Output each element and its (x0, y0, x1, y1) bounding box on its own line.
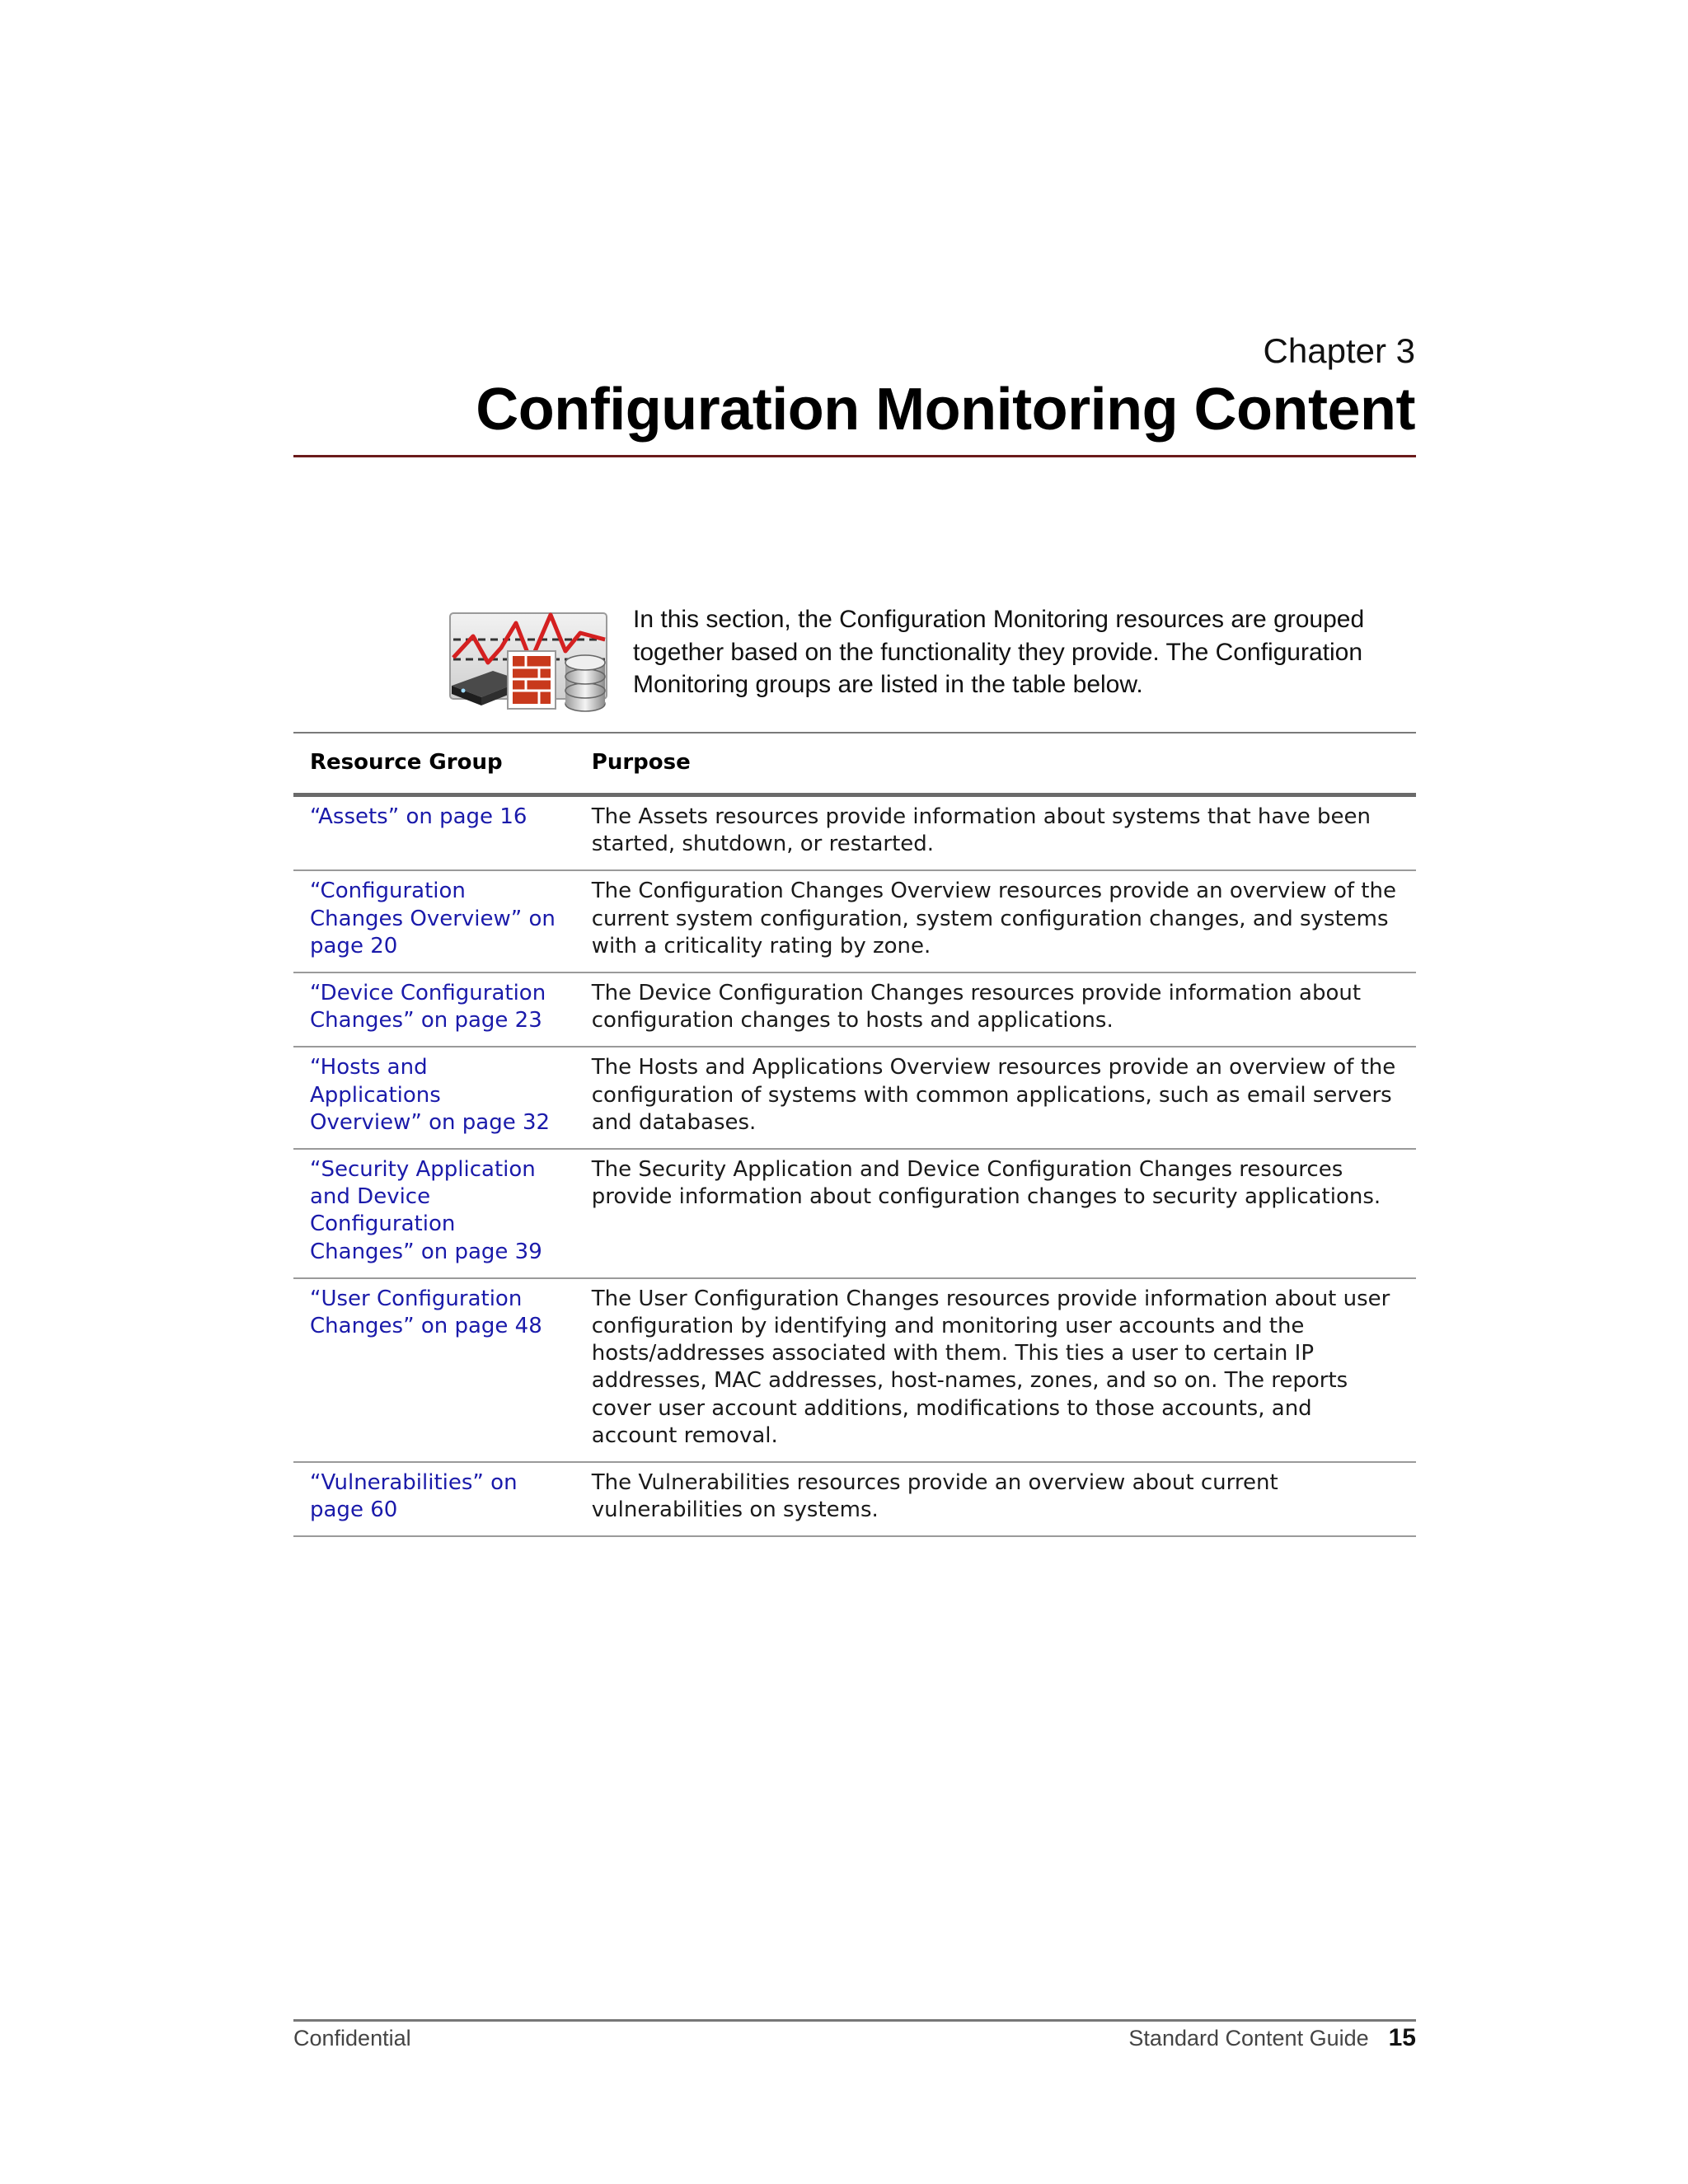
table-row (293, 795, 1416, 871)
footer-rule (293, 2019, 1416, 2022)
link-hosts-and-applications-overview[interactable]: “Hosts and Applications Overview” on page 32 (310, 1055, 551, 1135)
link-assets[interactable]: “Assets” on page 16 (310, 804, 528, 829)
footer-confidential: Confidential (293, 2026, 411, 2050)
link-configuration-changes-overview[interactable]: “Configuration Changes Overview” on page 20 (310, 879, 556, 958)
purpose-cell: The Assets resources provide information about systems that have been started, shutdown, or restarted. (575, 795, 1416, 871)
table-row (293, 1462, 1416, 1536)
table-row (293, 1278, 1416, 1462)
column-header-resource-group: Resource Group (293, 733, 575, 795)
link-user-configuration-changes[interactable]: “User Configuration Changes” on page 48 (310, 1286, 542, 1339)
column-header-purpose: Purpose (575, 733, 1416, 795)
purpose-cell: The Device Configuration Changes resources provide information about configuration changes to hosts and applications. (575, 972, 1416, 1047)
chapter-label: Chapter 3 (1263, 331, 1415, 370)
link-security-application-and-device-configuration-changes[interactable]: “Security Application and Device Configuration Changes” on page 39 (310, 1157, 542, 1264)
link-device-configuration-changes[interactable]: “Device Configuration Changes” on page 23 (310, 981, 546, 1033)
link-vulnerabilities[interactable]: “Vulnerabilities” on page 60 (310, 1470, 518, 1523)
table-row (293, 972, 1416, 1047)
purpose-cell: The User Configuration Changes resources provide information about user configuration by identifying and monitoring user accounts and the hosts/addresses associated with them. This ties a user to certain IP addresses, MAC addresses, host-names, zones, and so on. The reports cover user account additions, modifications to those accounts, and account removal. (575, 1278, 1416, 1462)
footer-guide (1128, 2024, 1416, 2052)
page-number: 15 (1388, 2024, 1416, 2051)
footer-guide-title: Standard Content Guide (1128, 2026, 1369, 2050)
table-header-row (293, 733, 1416, 795)
purpose-cell: The Configuration Changes Overview resources provide an overview of the current system configuration, system configuration changes, and systems with a criticality rating by zone. (575, 870, 1416, 972)
purpose-cell: The Security Application and Device Configuration Changes resources provide information about configuration changes to security applications. (575, 1149, 1416, 1278)
table-row (293, 870, 1416, 972)
resource-groups-table (293, 732, 1416, 1537)
purpose-cell: The Vulnerabilities resources provide an overview about current vulnerabilities on systems. (575, 1462, 1416, 1536)
page-title: Configuration Monitoring Content (476, 377, 1415, 443)
table-row (293, 1149, 1416, 1278)
table-row (293, 1047, 1416, 1149)
purpose-cell: The Hosts and Applications Overview resources provide an overview of the configuration of systems with common applications, such as email servers and databases. (575, 1047, 1416, 1149)
configuration-monitoring-icon (448, 612, 610, 715)
intro-text: In this section, the Configuration Monitoring resources are grouped together based on the functionality they provide. The Configuration Monitoring groups are listed in the table below. (633, 606, 1365, 698)
title-rule (293, 455, 1416, 457)
